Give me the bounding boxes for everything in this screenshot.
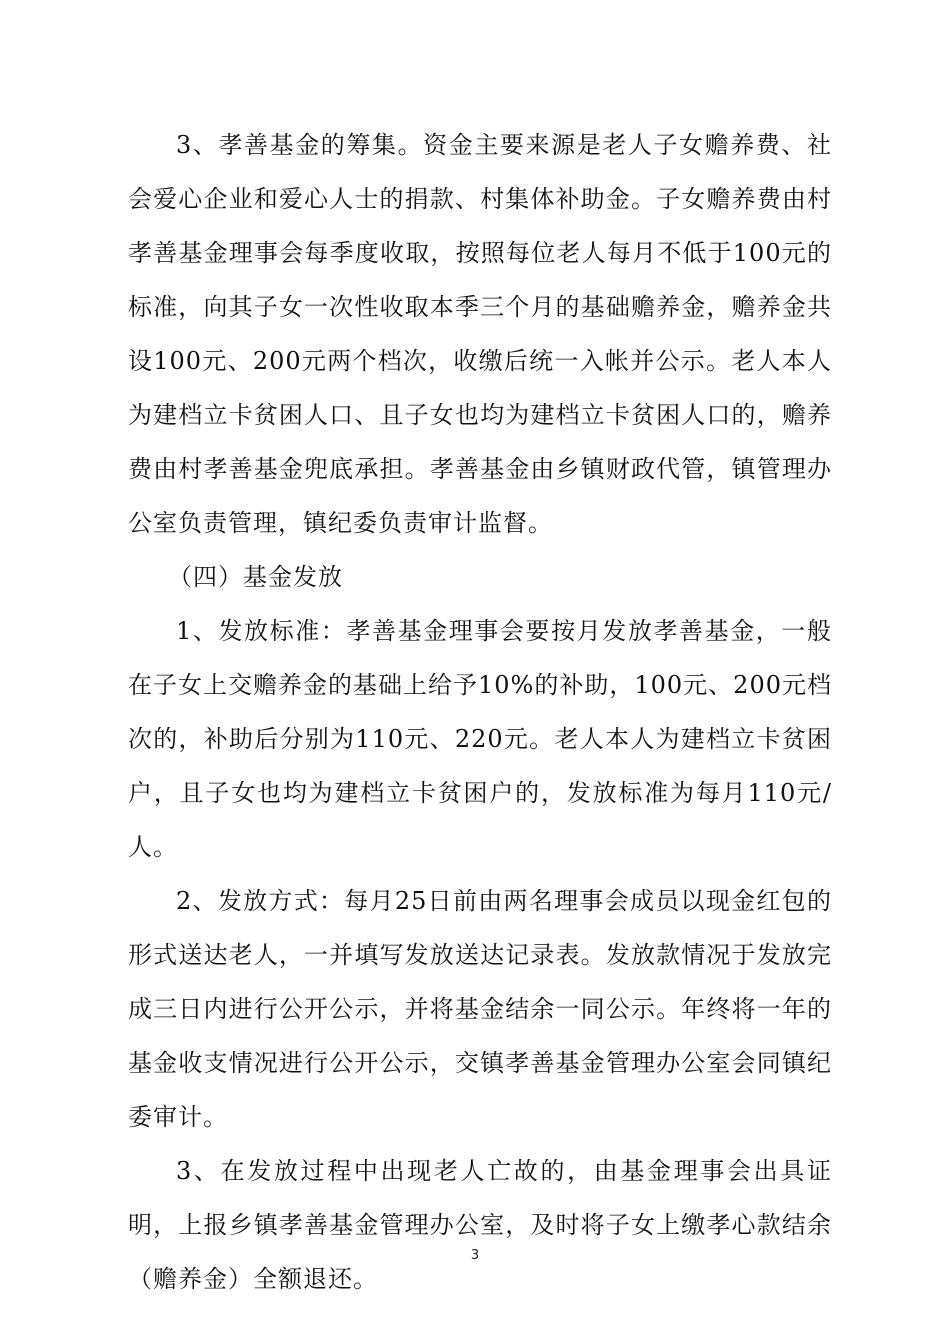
paragraph-distribution-standard: 1、发放标准：孝善基金理事会要按月发放孝善基金，一般在子女上交赡养金的基础上给予10%的补助，100元、200元档次的，补助后分别为110元、220元。老人本人为建档立卡贫困户，且子女也均为建档立卡贫困户的，发放标准为每月110元/人。 — [128, 617, 832, 861]
page-number: 3 — [470, 1248, 480, 1263]
paragraph-distribution-method: 2、发放方式：每月25日前由两名理事会成员以现金红包的形式送达老人，一并填写发放送达记录表。发放款情况于发放完成三日内进行公开公示，并将基金结余一同公示。年终将一年的基金收支情况进行公开公示，交镇孝善基金管理办公室会同镇纪委审计。 — [128, 887, 832, 1131]
paragraph-refund-on-death: 3、在发放过程中出现老人亡故的，由基金理事会出具证明，上报乡镇孝善基金管理办公室，及时将子女上缴孝心款结余（赡养金）全额退还。 — [128, 1157, 832, 1293]
section-heading-fund-distribution: （四）基金发放 — [168, 563, 343, 591]
document-body — [128, 118, 832, 1306]
paragraph-fund-raising: 3、孝善基金的筹集。资金主要来源是老人子女赡养费、社会爱心企业和爱心人士的捐款、村集体补助金。子女赡养费由村孝善基金理事会每季度收取，按照每位老人每月不低于100元的标准，向其子女一次性收取本季三个月的基础赡养金，赡养金共设100元、200元两个档次，收缴后统一入帐并公示。老人本人为建档立卡贫困人口、且子女也均为建档立卡贫困人口的，赡养费由村孝善基金兜底承担。孝善基金由乡镇财政代管，镇管理办公室负责管理，镇纪委负责审计监督。 — [128, 131, 832, 537]
